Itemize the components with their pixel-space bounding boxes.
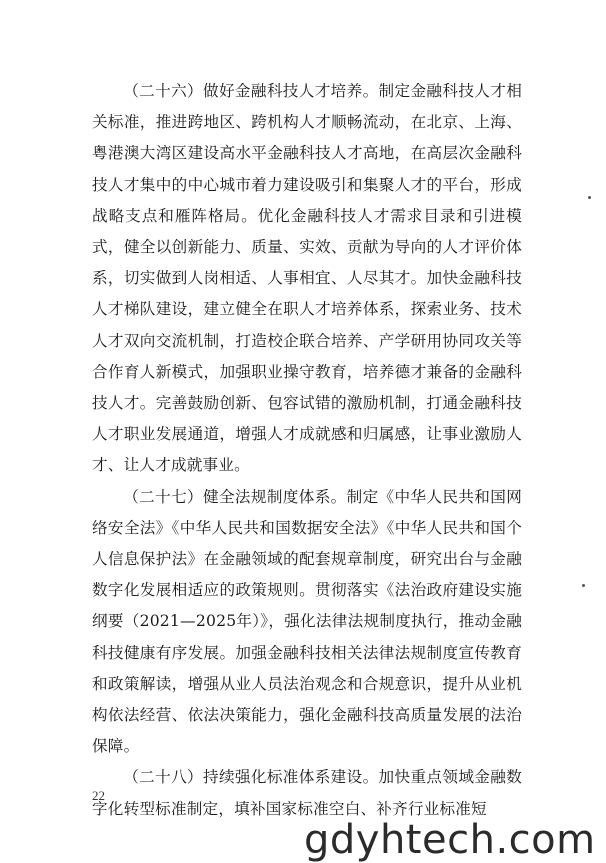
scan-speck — [582, 584, 585, 587]
scan-speck — [588, 196, 591, 199]
page-number: 22 — [92, 788, 105, 803]
paragraph-27: （二十七）健全法规制度体系。制定《中华人民共和国网络安全法》《中华人民共和国数据安全法》《中华人民共和国个人信息保护法》在金融领域的配套规章制度，研究出台与金融数字化发展相适应的政策规则。贯彻落实《法治政府建设实施纲要（2021—2025年）》，强化法律法规制度执行，推动金融科技健康有序发展。加强金融科技相关法律法规制度宣传教育和政策解读，增强从业人员法治观念和合规意识，提升从业机构依法经营、依法决策能力，强化金融科技高质量发展的法治保障。 — [92, 487, 522, 756]
paragraph-28: （二十八）持续强化标准体系建设。加快重点领域金融数字化转型标准制定，填补国家标准空白、补齐行业标准短 — [92, 768, 522, 818]
document-body — [92, 76, 522, 825]
paragraph-26: （二十六）做好金融科技人才培养。制定金融科技人才相关标准，推进跨地区、跨机构人才顺畅流动，在北京、上海、粤港澳大湾区建设高水平金融科技人才高地，在高层次金融科技人才集中的中心城市着力建设吸引和集聚人才的平台，形成战略支点和雁阵格局。优化金融科技人才需求目录和引进模式，健全以创新能力、质量、实效、贡献为导向的人才评价体系，切实做到人岗相适、人事相宜、人尽其才。加快金融科技人才梯队建设，建立健全在职人才培养体系，探索业务、技术人才双向交流机制，打造校企联合培养、产学研用协同攻关等合作育人新模式，加强职业操守教育，培养德才兼备的金融科技人才。完善鼓励创新、包容试错的激励机制，打通金融科技人才职业发展通道，增强人才成就感和归属感，让事业激励人才、让人才成就事业。 — [92, 82, 522, 475]
watermark-text: gdyhtech.com — [304, 817, 596, 863]
